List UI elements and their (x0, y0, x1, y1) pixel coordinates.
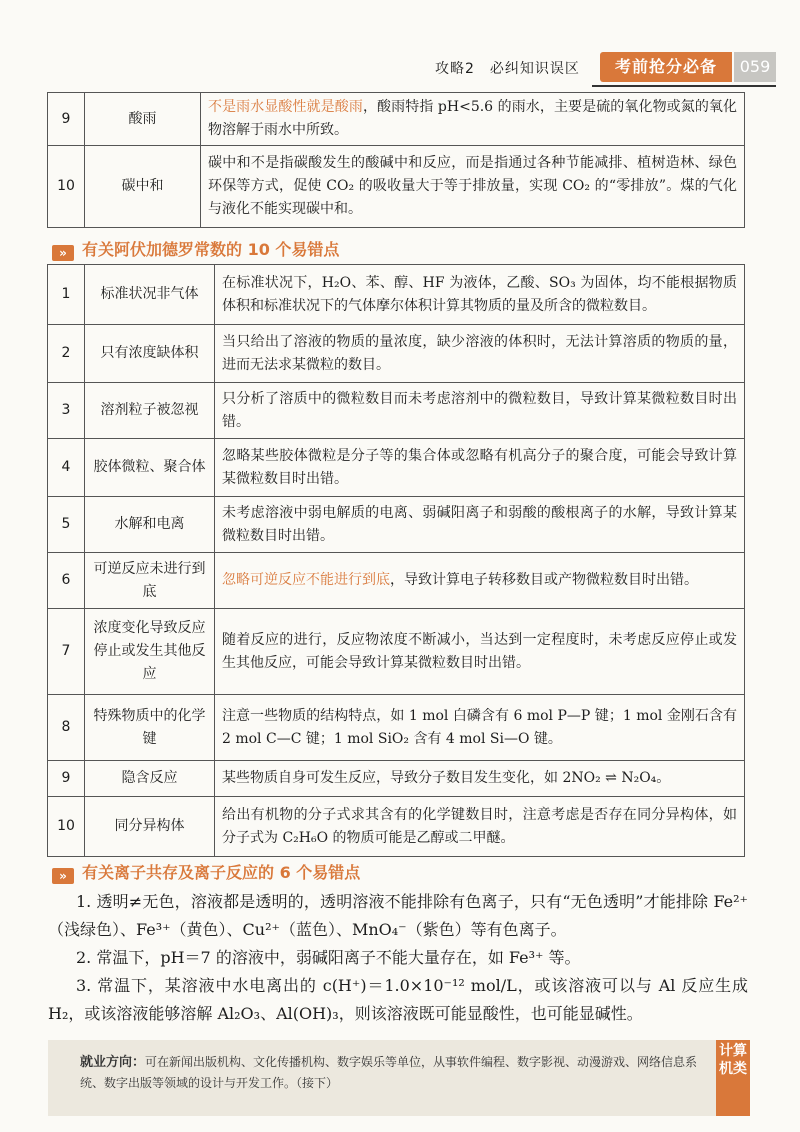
row-number: 8 (48, 695, 85, 761)
career-footer (48, 1040, 750, 1116)
table-row (48, 93, 745, 146)
row-number: 10 (48, 146, 85, 228)
row-term: 酸雨 (85, 93, 201, 146)
section-heading-avogadro: » 有关阿伏加德罗常数的 10 个易错点 (52, 237, 339, 257)
header-section-label: 攻略2 必纠知识误区 (435, 61, 580, 77)
row-number: 3 (48, 383, 85, 439)
career-label: 就业方向： (80, 1055, 146, 1070)
row-description: 当只给出了溶液的物质的量浓度，缺少溶液的体积时，无法计算溶质的物质的量，进而无法求某微粒的数目。 (215, 325, 745, 383)
row-description: 碳中和不是指碳酸发生的酸碱中和反应，而是指通过各种节能减排、植树造林、绿色环保等方式，促使 CO₂ 的吸收量大于等于排放量，实现 CO₂ 的“零排放”。煤的气化与液化不能实现碳中和。 (201, 146, 745, 228)
row-term: 标准状况非气体 (85, 265, 215, 325)
row-description: 忽略可逆反应不能进行到底，导致计算电子转移数目或产物微粒数目时出错。 (215, 553, 745, 609)
table-row (48, 553, 745, 609)
row-description: 随着反应的进行，反应物浓度不断减小，当达到一定程度时，未考虑反应停止或发生其他反应，可能会导致计算某微粒数目时出错。 (215, 609, 745, 695)
row-description: 某些物质自身可发生反应，导致分子数目发生变化，如 2NO₂ ⇌ N₂O₄。 (215, 761, 745, 797)
career-text: 就业方向：可在新闻出版机构、文化传播机构、数字娱乐等单位，从事软件编程、数字影视、动漫游戏、网络信息系统、数字出版等领域的设计与开发工作。（接下） (80, 1055, 698, 1090)
row-term: 可逆反应未进行到底 (85, 553, 215, 609)
side-tab: 计算机类 (716, 1040, 750, 1116)
row-description: 注意一些物质的结构特点，如 1 mol 白磷含有 6 mol P—P 键；1 mol 金刚石含有 2 mol C—C 键；1 mol SiO₂ 含有 4 mol Si—O 键。 (215, 695, 745, 761)
section-heading-ion-coexistence: » 有关离子共存及离子反应的 6 个易错点 (52, 860, 360, 880)
table-row (48, 797, 745, 857)
table-row (48, 265, 745, 325)
row-description: 未考虑溶液中弱电解质的电离、弱碱阳离子和弱酸的酸根离子的水解，导致计算某微粒数目时出错。 (215, 497, 745, 553)
row-number: 6 (48, 553, 85, 609)
paragraph-point-1: 1. 透明≠无色，溶液都是透明的，透明溶液不能排除有色离子，只有“无色透明”才能排除 Fe²⁺（浅绿色）、Fe³⁺（黄色）、Cu²⁺（蓝色）、MnO₄⁻（紫色）等有色离子。 (48, 892, 748, 939)
row-number: 1 (48, 265, 85, 325)
header-badge: 考前抢分必备 (600, 52, 732, 82)
page-number: 059 (734, 52, 776, 82)
table-row (48, 383, 745, 439)
row-term: 特殊物质中的化学键 (85, 695, 215, 761)
row-term: 碳中和 (85, 146, 201, 228)
row-term: 水解和电离 (85, 497, 215, 553)
row-number: 9 (48, 761, 85, 797)
row-description: 在标准状况下，H₂O、苯、醇、HF 为液体，乙酸、SO₃ 为固体，均不能根据物质体积和标准状况下的气体摩尔体积计算其物质的量及所含的微粒数目。 (215, 265, 745, 325)
row-description: 只分析了溶质中的微粒数目而未考虑溶剂中的微粒数目，导致计算某微粒数目时出错。 (215, 383, 745, 439)
table-row (48, 497, 745, 553)
table-row (48, 609, 745, 695)
row-term: 胶体微粒、聚合体 (85, 439, 215, 497)
row-term: 同分异构体 (85, 797, 215, 857)
paragraph-point-3: 3. 常温下，某溶液中水电离出的 c(H⁺)＝1.0×10⁻¹² mol/L，或该溶液可以与 Al 反应生成 H₂，或该溶液能够溶解 Al₂O₃、Al(OH)₃，则该溶液既可能显酸性，也可能显碱性。 (48, 976, 748, 1023)
table-row (48, 439, 745, 497)
table-avogadro-pitfalls (47, 264, 745, 857)
row-term: 隐含反应 (85, 761, 215, 797)
row-term: 只有浓度缺体积 (85, 325, 215, 383)
table-row (48, 761, 745, 797)
table-row (48, 695, 745, 761)
paragraph-point-2: 2. 常温下，pH＝7 的溶液中，弱碱阳离子不能大量存在，如 Fe³⁺ 等。 (76, 948, 581, 967)
header-rule (592, 85, 776, 87)
row-description: 给出有机物的分子式求其含有的化学键数目时，注意考虑是否存在同分异构体，如分子式为 C₂H₆O 的物质可能是乙醇或二甲醚。 (215, 797, 745, 857)
table-row (48, 325, 745, 383)
row-number: 2 (48, 325, 85, 383)
row-term: 浓度变化导致反应停止或发生其他反应 (85, 609, 215, 695)
row-number: 10 (48, 797, 85, 857)
table-environment-terms (47, 92, 745, 228)
row-number: 4 (48, 439, 85, 497)
row-number: 7 (48, 609, 85, 695)
arrow-icon: » (52, 868, 74, 884)
table-row (48, 146, 745, 228)
row-number: 5 (48, 497, 85, 553)
row-term: 溶剂粒子被忽视 (85, 383, 215, 439)
highlight-text: 忽略可逆反应不能进行到底 (222, 572, 390, 588)
highlight-text: 不是雨水显酸性就是酸雨 (208, 99, 363, 115)
page-header (0, 52, 800, 86)
row-number: 9 (48, 93, 85, 146)
row-description: 忽略某些胶体微粒是分子等的集合体或忽略有机高分子的聚合度，可能会导致计算某微粒数目时出错。 (215, 439, 745, 497)
arrow-icon: » (52, 245, 74, 261)
row-description: 不是雨水显酸性就是酸雨，酸雨特指 pH<5.6 的雨水，主要是硫的氧化物或氮的氧化物溶解于雨水中所致。 (201, 93, 745, 146)
